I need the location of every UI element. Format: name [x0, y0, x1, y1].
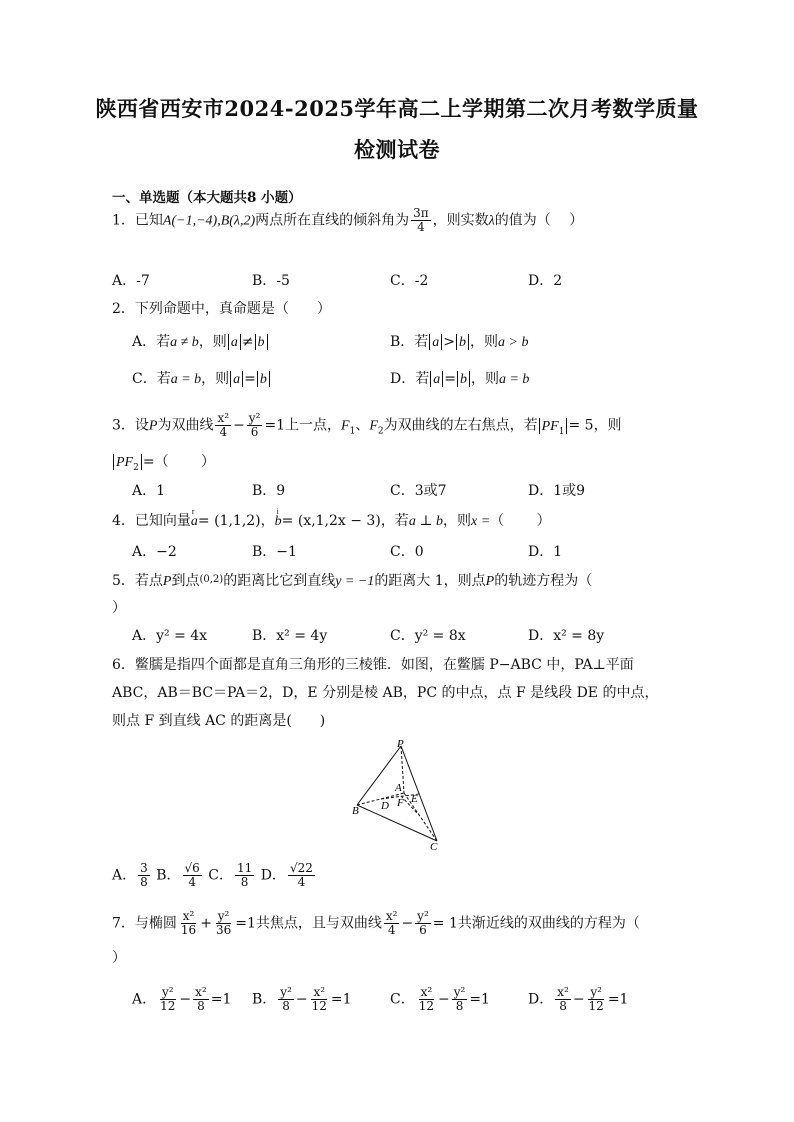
question-6-line-3: 则点 F 到直线 AC 的距离是( ) [112, 713, 326, 729]
q7-option-d: D． $\frac{\text{x²}}{8}$ − $\frac{\text{y²}}{12}$ =1 [528, 985, 629, 1013]
angle-fraction: $\frac{3\pi}{4}$ [413, 206, 429, 234]
q7-option-a: A． $\frac{\text{y²}}{12}$ − $\frac{\text{x²}}{8}$ =1 [132, 985, 232, 1013]
question-6-line-2: ABC，AB＝BC＝PA＝2，D，E 分别是棱 AB，PC 的中点，点 F 是线段 DE 的中点， [112, 685, 659, 701]
q1-option-a: A．-7 [112, 273, 150, 289]
tetrahedron-figure [352, 738, 452, 850]
q5-option-b: B．x² = 4y [252, 628, 328, 644]
question-5-line-2: ） [112, 600, 126, 616]
q2-option-c: C．若a = b，则 a = b [132, 369, 271, 390]
q5-option-d: D．x² = 8y [528, 628, 605, 644]
label-c: C [430, 841, 438, 850]
question-4-stem: 4．已知向量r a= (1,1,2)，i b= (x,1,2x − 3)，若a ⊥ b，则x =（ ） [112, 511, 551, 532]
q3-option-c: C．3或7 [390, 483, 447, 499]
label-e: E [411, 793, 418, 805]
edge-pb [357, 746, 401, 805]
title-line-2: 检测试卷 [354, 137, 440, 162]
label-a: A [395, 782, 402, 794]
q7-option-c: C． $\frac{\text{x²}}{12}$ − $\frac{\text{y²}}{8}$ =1 [390, 985, 490, 1013]
q4-option-d: D．1 [528, 544, 563, 560]
label-f: F [397, 797, 404, 809]
q1-option-b: B．-5 [252, 273, 290, 289]
question-6-line-1: 6．鳖臑是指四个面都是直角三角形的三棱锥．如图，在鳖臑 P−ABC 中，PA⊥平面 [112, 657, 634, 673]
q3-option-a: A．1 [132, 483, 166, 499]
label-b: B [352, 805, 359, 817]
q5-option-c: C．y² = 8x [390, 628, 466, 644]
question-3-line-2: $PF_2$ =（ ） [112, 452, 215, 478]
q1-option-d: D．2 [528, 273, 563, 289]
question-7-line-2: ） [112, 950, 126, 966]
question-1-stem: 1．已知A(−1,−4),B(λ,2)两点所在直线的倾斜角为 $\frac{3\pi}{4}$ ，则实数λ的值为（ ） [112, 206, 584, 234]
q4-option-b: B．−1 [252, 544, 297, 560]
label-d: D [381, 800, 389, 812]
q7-option-b: B． $\frac{\text{y²}}{8}$ − $\frac{\text{x²}}{12}$ =1 [252, 985, 352, 1013]
question-3-stem: 3．设P为双曲线 $\frac{\text{x²}}{4}$ − $\frac{\text{y²}}{6}$ =1上一点，$F_1$、$F_2$为双曲线的左右焦点，若 $PF_1 = 5$，则 [112, 411, 622, 439]
question-2-stem: 2．下列命题中，真命题是（ ） [112, 301, 331, 317]
q5-option-a: A．y² = 4x [132, 628, 208, 644]
section-heading: 一、单选题（本大题共8 小题） [112, 190, 302, 206]
question-7-stem: 7．与椭圆 $\frac{\text{x²}}{16}$ + $\frac{\text{y²}}{36}$ =1共焦点，且与双曲线 $\frac{\text{x²}}{4}$ − $\frac{\text{y²}}{6}$ = 1共渐近线的双曲线的方程为（ [112, 909, 640, 937]
q3-option-d: D．1或9 [528, 483, 586, 499]
q2-option-a: A．若a ≠ b，则 a ≠ b [132, 332, 269, 353]
label-p: P [397, 738, 404, 750]
q4-option-a: A．−2 [132, 544, 177, 560]
q1-option-c: C．-2 [390, 273, 429, 289]
q4-option-c: C．0 [390, 544, 424, 560]
q2-option-b: B．若 a > b ，则a > b [390, 334, 529, 350]
title-line-1: 陕西省西安市2024-2025学年高二上学期第二次月考数学质量 [95, 96, 699, 121]
q3-option-b: B．9 [252, 483, 286, 499]
question-5-stem: 5．若点P到点$^{(0,2)}$的距离比它到直线y = −1的距离大 1，则点P的轨迹方程为（ [112, 573, 593, 589]
q2-option-d: D．若 a = b ，则a = b [390, 371, 530, 387]
q6-options: A． $\frac{3}{8}$ B． $\frac{√6}{4}$ C． $\frac{11}{8}$ D． $\frac{√22}{4}$ [112, 861, 313, 889]
